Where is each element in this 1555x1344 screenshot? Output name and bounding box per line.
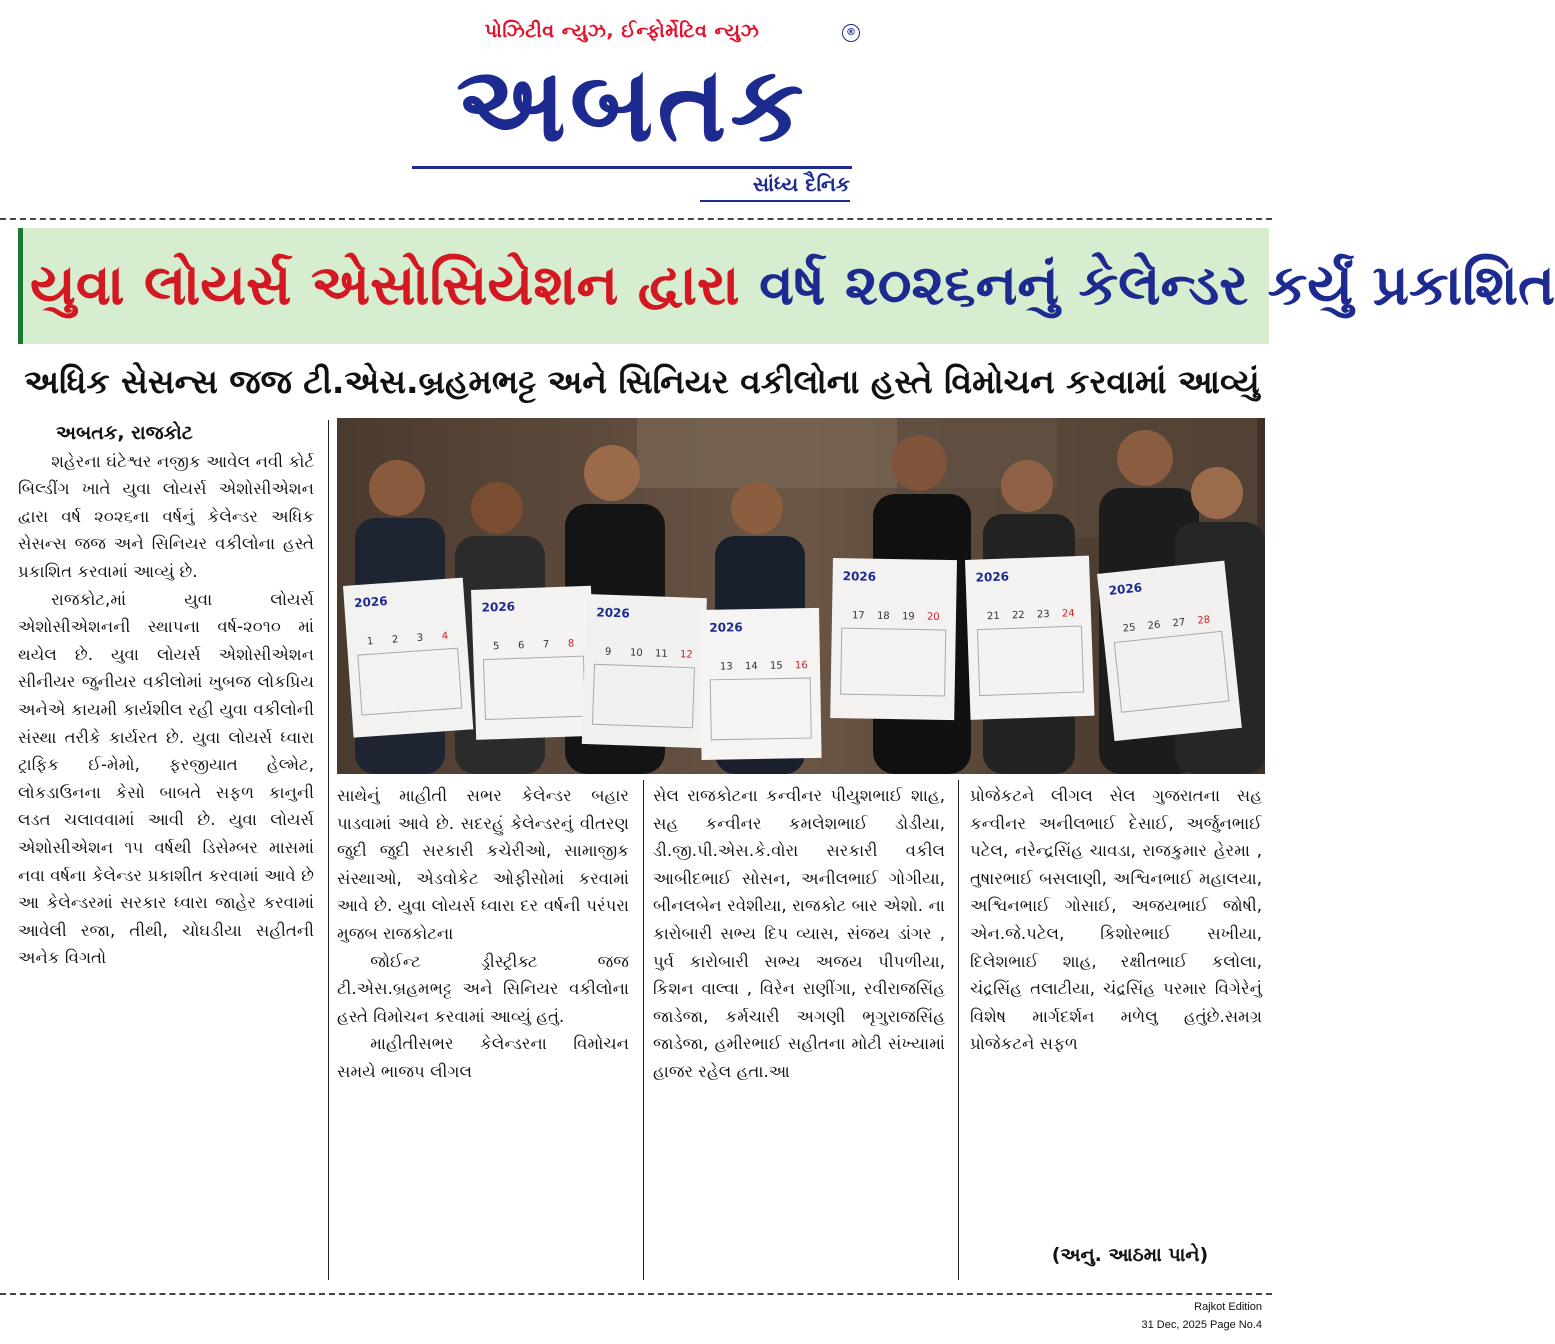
article-column-2 — [337, 782, 629, 1282]
calendar-day: 21 — [986, 610, 1000, 623]
calendar-day: 15 — [769, 660, 783, 672]
calendar-day: 13 — [719, 661, 733, 673]
calendar-day: 14 — [744, 660, 758, 673]
calendar-day: 24 — [1061, 608, 1075, 620]
calendar-day: 28 — [1196, 614, 1211, 627]
headline-part-2: વર્ષ ૨૦૨૬નનું કેલેન્ડર કર્યું પ્રકાશિત — [759, 253, 1555, 318]
article-paragraph: પ્રોજેકટને લીગલ સેલ ગુજરાતના સહ કન્વીનર અનીલભાઈ દેસાઈ, અર્જુનભાઈ પટેલ, નરેન્દ્રસિંહ ચાવડા, રાજકુમાર હેરમા , તુષારભાઈ બસલાણી, અશ્વિનભાઈ મહાલયા, અશ્વિનભાઈ ગોસાઈ, અજયભાઈ જોષી, એન.જે.પટેલ, કિશોરભાઈ સખીયા, દિલેશભાઈ શાહ, રક્ષીતભાઈ કલોલા, ચંદ્રસિંહ તલાટીયા, ચંદ્રસિંહ પરમાર વિગેરેનું વિશેષ માર્ગદર્શન મળેલુ હતુંછે.સમગ્ર પ્રોજેકટને સફળ — [970, 786, 1262, 1054]
calendar-year-label: 2026 — [353, 593, 389, 611]
masthead-subtitle: સાંધ્ય દૈનિક — [752, 172, 850, 196]
calendar-day: 12 — [679, 649, 693, 661]
column-rule — [958, 780, 959, 1280]
article-column-3 — [653, 782, 945, 1282]
article-column-1 — [18, 420, 314, 1280]
logo-underline — [412, 166, 852, 169]
calendar-day: 27 — [1172, 617, 1186, 630]
masthead-tagline: પોઝિટીવ ન્યુઝ, ઈન્ફોર્મેટિવ ન્યુઝ — [484, 20, 760, 42]
calendar-day: 10 — [629, 647, 643, 659]
calendar-year-label: 2026 — [1108, 580, 1143, 598]
subtitle-underline — [700, 200, 850, 202]
calendar-day: 19 — [901, 611, 915, 623]
calendar-year-label: 2026 — [842, 569, 877, 584]
calendar-day: 8 — [567, 638, 575, 650]
registered-mark: ® — [842, 24, 860, 42]
calendar-day: 4 — [441, 630, 449, 643]
calendar-day: 25 — [1122, 622, 1137, 635]
calendar-day: 2 — [391, 634, 399, 646]
article-column-4 — [970, 782, 1262, 1242]
edition-info — [1142, 1298, 1262, 1334]
calendar-year-label: 2026 — [596, 605, 630, 621]
calendar-day: 9 — [604, 646, 612, 658]
article-dateline: અબતક, રાજકોટ — [56, 422, 193, 444]
newspaper-logo: અબતક — [456, 43, 808, 165]
calendar-day: 22 — [1011, 609, 1025, 622]
calendar-day: 18 — [876, 610, 890, 622]
calendar-day: 5 — [492, 641, 500, 653]
headline-part-1: યુવા લોયર્સ એસોસિયેશન દ્વારા — [30, 253, 740, 318]
calendar-day: 3 — [416, 632, 424, 644]
article-paragraph: સેલ રાજકોટના કન્વીનર પીયુશભાઈ શાહ, સહ કન્વીનર કમલેશભાઈ ડોડીયા, ડી.જી.પી.એસ.કે.વોરા સરકારી વકીલ આબીદભાઈ સોસન, અનીલભાઈ ગોગીયા, બીનલબેન રવેશીયા, રાજકોટ બાર એશો. ના કારોબારી સભ્ય દિપ વ્યાસ, સંજય ડાંગર , પુર્વ કારોબારી સભ્ય અજય પીપળીયા, કિશન વાલ્વા , વિરેન રાણીંગા, રવીરાજસિંહ જાડેજા, કર્મચારી અગણી ભૃગુરાજસિંહ જાડેજા, હમીરભાઈ સહીતના મોટી સંખ્યામાં હાજર રહેલ હતા.આ — [653, 786, 945, 1081]
article-paragraph: જોઈન્ટ ડ્રીસ્ટ્રીક્ટ જજ ટી.એસ.બ્રહમભટ્ટ અને સિનિયર વકીલોના હસ્તે વિમોચન કરવામાં આવ્યું હતું. — [337, 951, 629, 1026]
calendar-day: 23 — [1036, 609, 1050, 621]
footer-separator — [0, 1293, 1272, 1295]
article-photo — [337, 418, 1265, 774]
photo-illustration — [337, 418, 1265, 774]
article-paragraph: માહીતીસભર કેલેન્ડરના વિમોચન સમયે ભાજપ લીગલ — [337, 1034, 629, 1081]
calendar-day: 11 — [654, 648, 668, 660]
calendar-year-label: 2026 — [481, 599, 516, 615]
column-rule — [328, 420, 329, 1280]
calendar-day: 7 — [542, 639, 550, 651]
calendar-day: 17 — [851, 610, 865, 622]
calendar-day: 20 — [926, 611, 940, 623]
calendar-day: 6 — [517, 640, 525, 652]
masthead-separator — [0, 218, 1272, 220]
article-paragraph: રાજકોટ,માં યુવા લોયર્સ એશોસીએશનની સ્થાપના વર્ષ-૨૦૧૦ માં થયેલ છે. યુવા લોયર્સ એશોસીએશન સીનીયર જુનીયર વકીલોમાં ખુબજ લોકપ્રિય અનેએ કાયમી કાર્યશીલ રહી યુવા વકીલોની સંસ્થા તરીકે કાર્યરત છે. યુવા લોયર્સ ધ્વારા ટ્રાફિક ઈ-મેમો, ફરજીયાત હેલ્મેટ, લોકડાઉનના કેસો બાબતે સફળ કાનુની લડત ચલાવવામાં આવી છે. યુવા લોયર્સ એશોસીએશન ૧૫ વર્ષથી ડિસેમ્બર માસમાં નવા વર્ષના કેલેન્ડર પ્રકાશીત કરવામાં આવે છે આ કેલેન્ડરમાં સરકાર ધ્વારા જાહેર કરવામાં આવેલી રજા, તીથી, ચોઘડીયા સહીતની અનેક વિગતો — [18, 589, 314, 968]
article-paragraph: શહેરના ઘંટેશ્વર નજીક આવેલ નવી કોર્ટ બિલ્ડીંગ ખાતે યુવા લોયર્સ એશોસીએશન દ્વારા વર્ષ ૨૦૨૬ના વર્ષનું કેલેન્ડર અધિક સેસન્સ જજ અને સિનિયર વકીલોના હસ્તે પ્રકાશિત કરવામાં આવ્યું છે. — [18, 451, 314, 581]
calendar-day: 16 — [794, 660, 808, 672]
calendar-year-label: 2026 — [709, 620, 743, 635]
article-paragraph: સાથેનું માહીતી સભર કેલેન્ડર બહાર પાડવામાં આવે છે. સદરહું કેલેન્ડરનું વીતરણ જુદી જુદી સરકારી કચેરીઓ, સામાજીક સંસ્થાઓ, એડવોકેટ ઓફીસોમાં કરવામાં આવે છે. યુવા લોયર્સ ધ્વારા દર વર્ષની પરંપરા મુજબ રાજકોટના — [337, 786, 629, 943]
masthead — [0, 0, 1272, 215]
calendar-day: 26 — [1147, 619, 1162, 632]
article-subheadline: અધિક સેસન્સ જજ ટી.એસ.બ્રહમભટ્ટ અને સિનિયર વકીલોના હસ્તે વિમોચન કરવામાં આવ્યું — [24, 362, 1260, 401]
edition-date-page: 31 Dec, 2025 Page No.4 — [1141, 1319, 1262, 1331]
column-rule — [643, 780, 644, 1280]
calendar-day: 1 — [366, 636, 374, 648]
continued-note: (અનુ. આઠમા પાને) — [1051, 1244, 1209, 1266]
edition-name: Rajkot Edition — [1194, 1301, 1262, 1313]
calendar-year-label: 2026 — [975, 569, 1010, 585]
article-headline — [30, 232, 1555, 340]
